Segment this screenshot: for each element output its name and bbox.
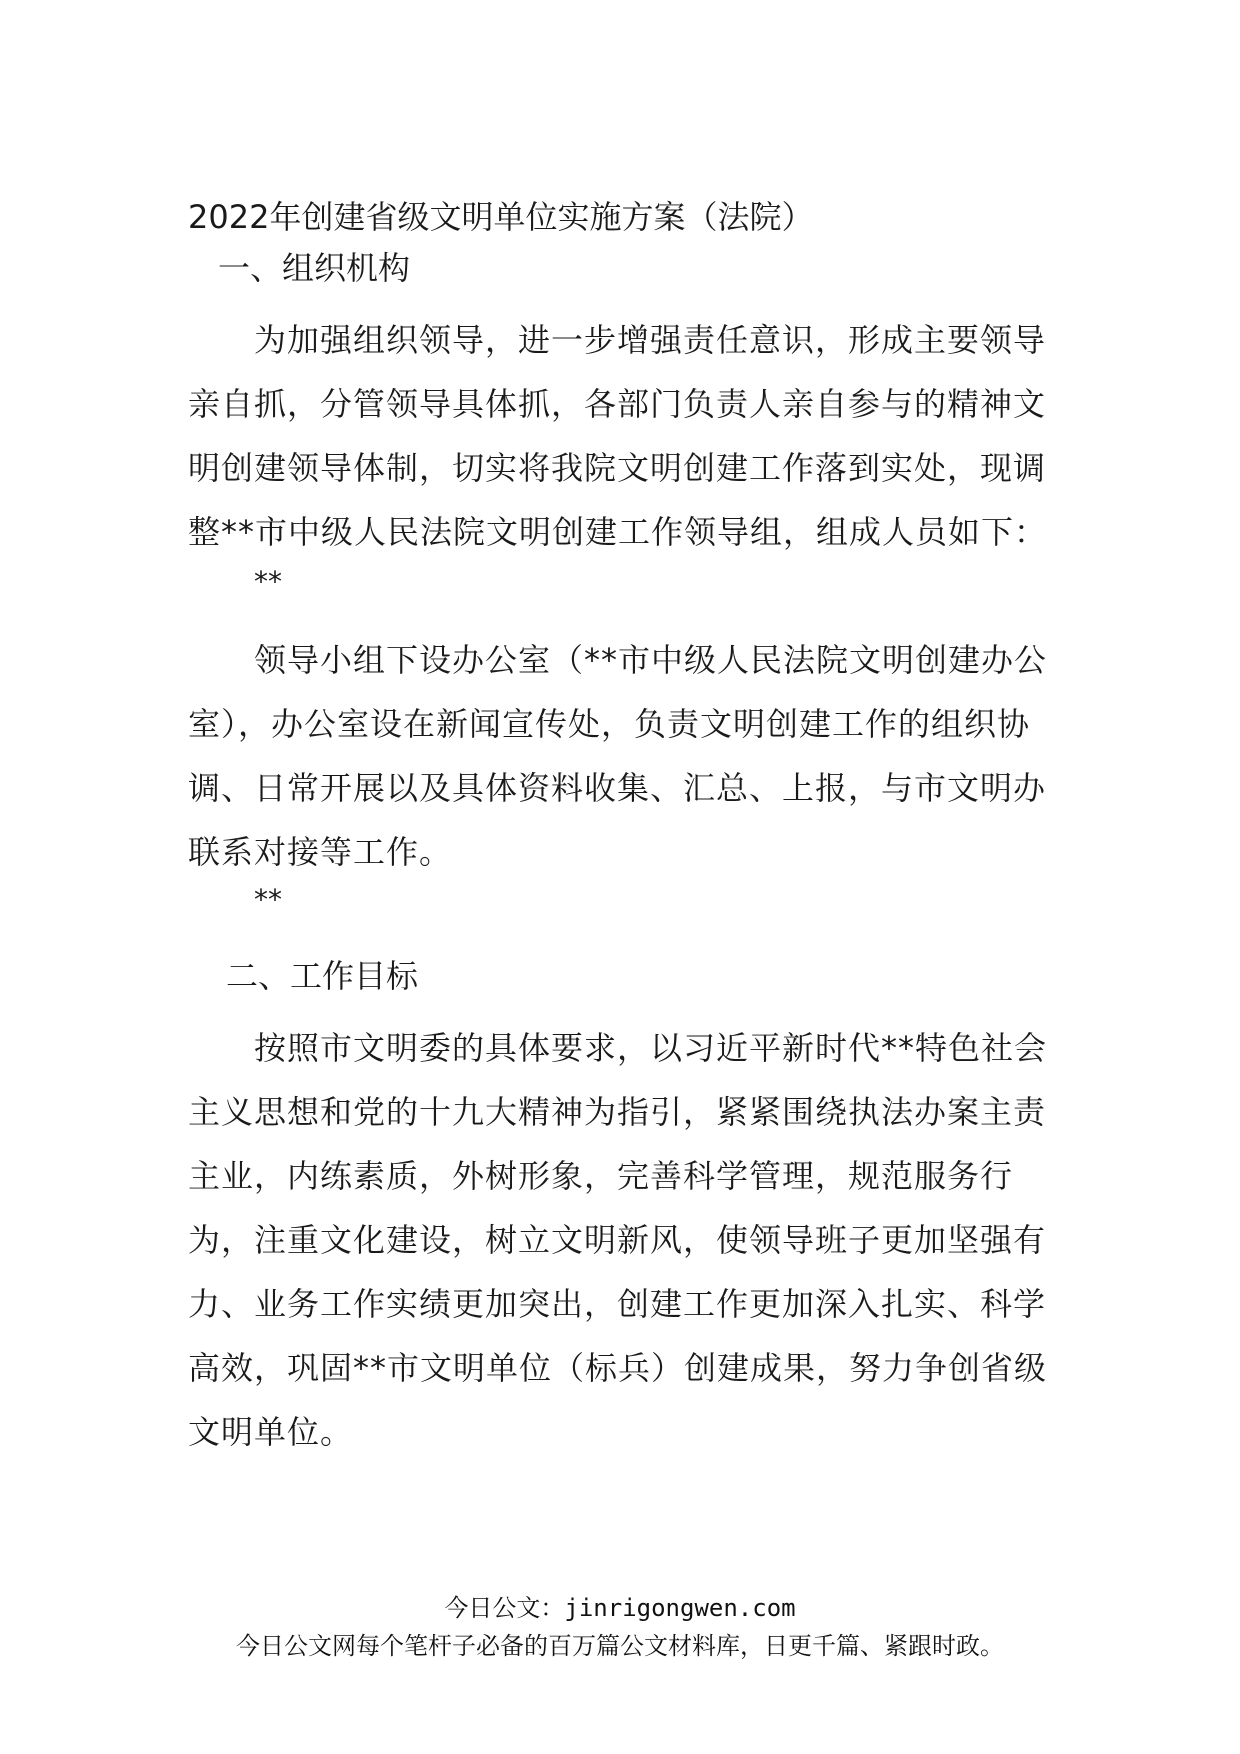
document-title: 2022年创建省级文明单位实施方案（法院） (188, 198, 814, 236)
footer-site (0, 1592, 1240, 1624)
footer-slogan: 今日公文网每个笔杆子必备的百万篇公文材料库，日更千篇、紧跟时政。 (236, 1632, 1004, 1660)
paragraph-organization-intro: 为加强组织领导，进一步增强责任意识，形成主要领导亲自抓，分管领导具体抓，各部门负责人亲自参与的精神文明创建领导体制，切实将我院文明创建工作落到实处，现调整**市中级人民法院文明创建工作领导组，组成人员如下： (188, 321, 1048, 551)
placeholder-stars: ** (254, 565, 282, 598)
footer-site-label: 今日公文： (444, 1594, 565, 1622)
section-heading-goals: 二、工作目标 (226, 957, 419, 995)
section-heading-organization: 一、组织机构 (218, 249, 411, 287)
footer-site-url[interactable]: jinrigongwen.com (564, 1594, 796, 1622)
paragraph-office: 领导小组下设办公室（**市中级人民法院文明创建办公室），办公室设在新闻宣传处，负责文明创建工作的组织协调、日常开展以及具体资料收集、汇总、上报，与市文明办联系对接等工作。 (188, 641, 1048, 871)
paragraph-goals: 按照市文明委的具体要求，以习近平新时代**特色社会主义思想和党的十九大精神为指引，紧紧围绕执法办案主责主业，内练素质，外树形象，完善科学管理，规范服务行为，注重文化建设，树立文明新风，使领导班子更加坚强有力、业务工作实绩更加突出，创建工作更加深入扎实、科学高效，巩固**市文明单位（标兵）创建成果，努力争创省级文明单位。 (188, 1029, 1048, 1451)
placeholder-stars: ** (254, 883, 282, 916)
